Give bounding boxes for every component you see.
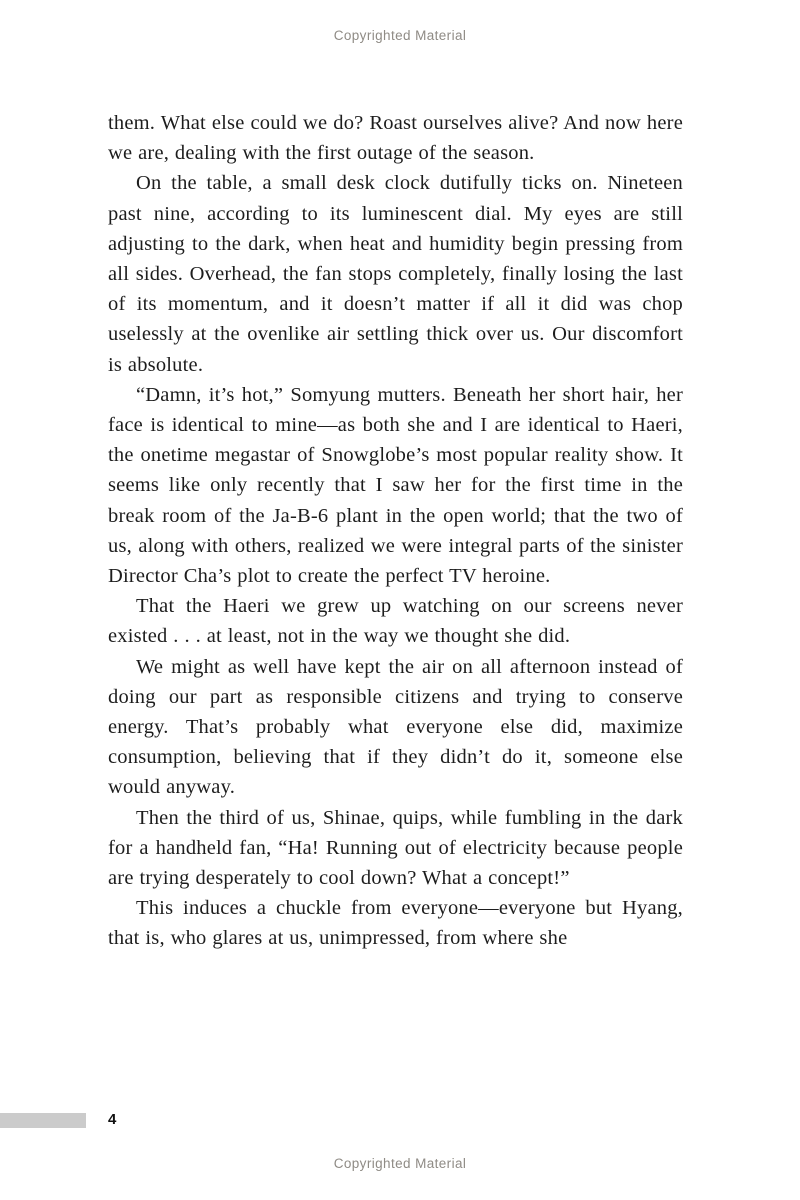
body-paragraph-2: On the table, a small desk clock dutifully ticks on. Nineteen past nine, according to its luminescent dial. My eyes are still adjusting to the dark, when heat and humidity begin pressing from all sides. Overhead, the fan stops completely, finally losing the last of its momentum, and it doesn’t matter if all it did was chop uselessly at the ovenlike air settling thick over us. Our discomfort is absolute. <box>108 172 683 376</box>
body-paragraph-7: This induces a chuckle from everyone—everyone but Hyang, that is, who glares at us, unimpressed, from where she <box>108 897 683 950</box>
copyright-notice-bottom: Copyrighted Material <box>333 1156 467 1171</box>
page-number: 4 <box>108 1111 117 1128</box>
body-paragraph-6: Then the third of us, Shinae, quips, while fumbling in the dark for a handheld fan, “Ha! Running out of electricity because people are trying desperately to cool down? What a concept!” <box>108 806 683 890</box>
body-paragraph-4: That the Haeri we grew up watching on our screens never existed . . . at least, not in the way we thought she did. <box>108 595 683 648</box>
copyright-notice-top: Copyrighted Material <box>333 28 467 43</box>
body-paragraph-3: “Damn, it’s hot,” Somyung mutters. Beneath her short hair, her face is identical to mine—as both she and I are identical to Haeri, the onetime megastar of Snowglobe’s most popular reality show. It seems like only recently that I saw her for the first time in the break room of the Ja-B-6 plant in the open world; that the two of us, along with others, realized we were integral parts of the sinister Director Cha’s plot to create the perfect TV heroine. <box>108 383 683 588</box>
page-text <box>108 108 683 954</box>
body-paragraph-1: them. What else could we do? Roast ourselves alive? And now here we are, dealing with the first outage of the season. <box>108 112 683 165</box>
page-edge-bar <box>0 1113 86 1128</box>
body-paragraph-5: We might as well have kept the air on all afternoon instead of doing our part as responsible citizens and trying to conserve energy. That’s probably what everyone else did, maximize consumption, believing that if they didn’t do it, someone else would anyway. <box>108 655 683 799</box>
